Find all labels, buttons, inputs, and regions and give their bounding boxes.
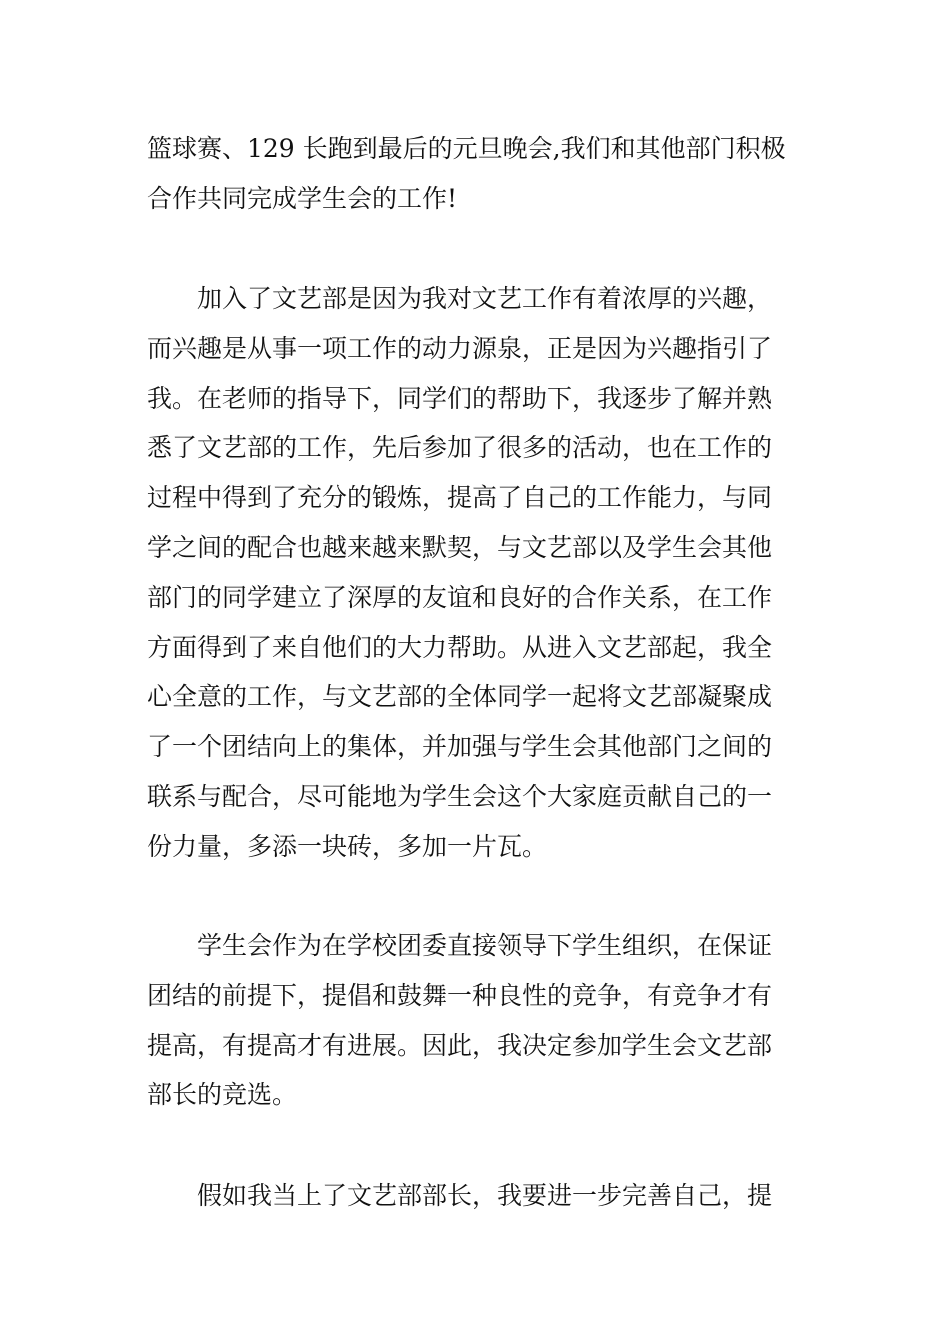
- text-line: 假如我当上了文艺部部长，我要进一步完善自己，提: [197, 1181, 773, 1210]
- text-line: 联系与配合，尽可能地为学生会这个大家庭贡献自己的一: [147, 781, 773, 811]
- text-line: 过程中得到了充分的锻炼，提高了自己的工作能力，与同: [147, 483, 773, 513]
- text-line: 加入了文艺部是因为我对文艺工作有着浓厚的兴趣，: [197, 284, 773, 313]
- text-line: 篮球赛、129 长跑到最后的元旦晚会,我们和其他部门积极: [147, 134, 786, 163]
- text-line: 合作共同完成学生会的工作!: [147, 183, 458, 213]
- text-line: 我。在老师的指导下，同学们的帮助下，我逐步了解并熟: [147, 383, 773, 413]
- text-line: 团结的前提下，提倡和鼓舞一种良性的竞争，有竞争才有: [147, 980, 773, 1010]
- text-line: 份力量，多添一块砖，多加一片瓦。: [147, 831, 548, 861]
- paragraph-2: [147, 274, 807, 872]
- paragraph-3: [147, 921, 807, 1120]
- text-line: 心全意的工作，与文艺部的全体同学一起将文艺部凝聚成: [147, 682, 773, 712]
- text-line: 提高，有提高才有进展。因此，我决定参加学生会文艺部: [147, 1030, 773, 1060]
- paragraph-4: [147, 1171, 807, 1221]
- text-line: 学之间的配合也越来越来默契，与文艺部以及学生会其他: [147, 532, 773, 562]
- text-line: 学生会作为在学校团委直接领导下学生组织，在保证: [197, 931, 773, 960]
- text-line: 悉了文艺部的工作，先后参加了很多的活动，也在工作的: [147, 433, 773, 463]
- text-line: 方面得到了来自他们的大力帮助。从进入文艺部起，我全: [147, 632, 773, 662]
- text-line: 部门的同学建立了深厚的友谊和良好的合作关系，在工作: [147, 582, 773, 612]
- text-line: 了一个团结向上的集体，并加强与学生会其他部门之间的: [147, 732, 773, 762]
- text-line: 部长的竞选。: [147, 1080, 298, 1110]
- paragraph-1: [147, 124, 807, 224]
- text-line: 而兴趣是从事一项工作的动力源泉，正是因为兴趣指引了: [147, 333, 773, 363]
